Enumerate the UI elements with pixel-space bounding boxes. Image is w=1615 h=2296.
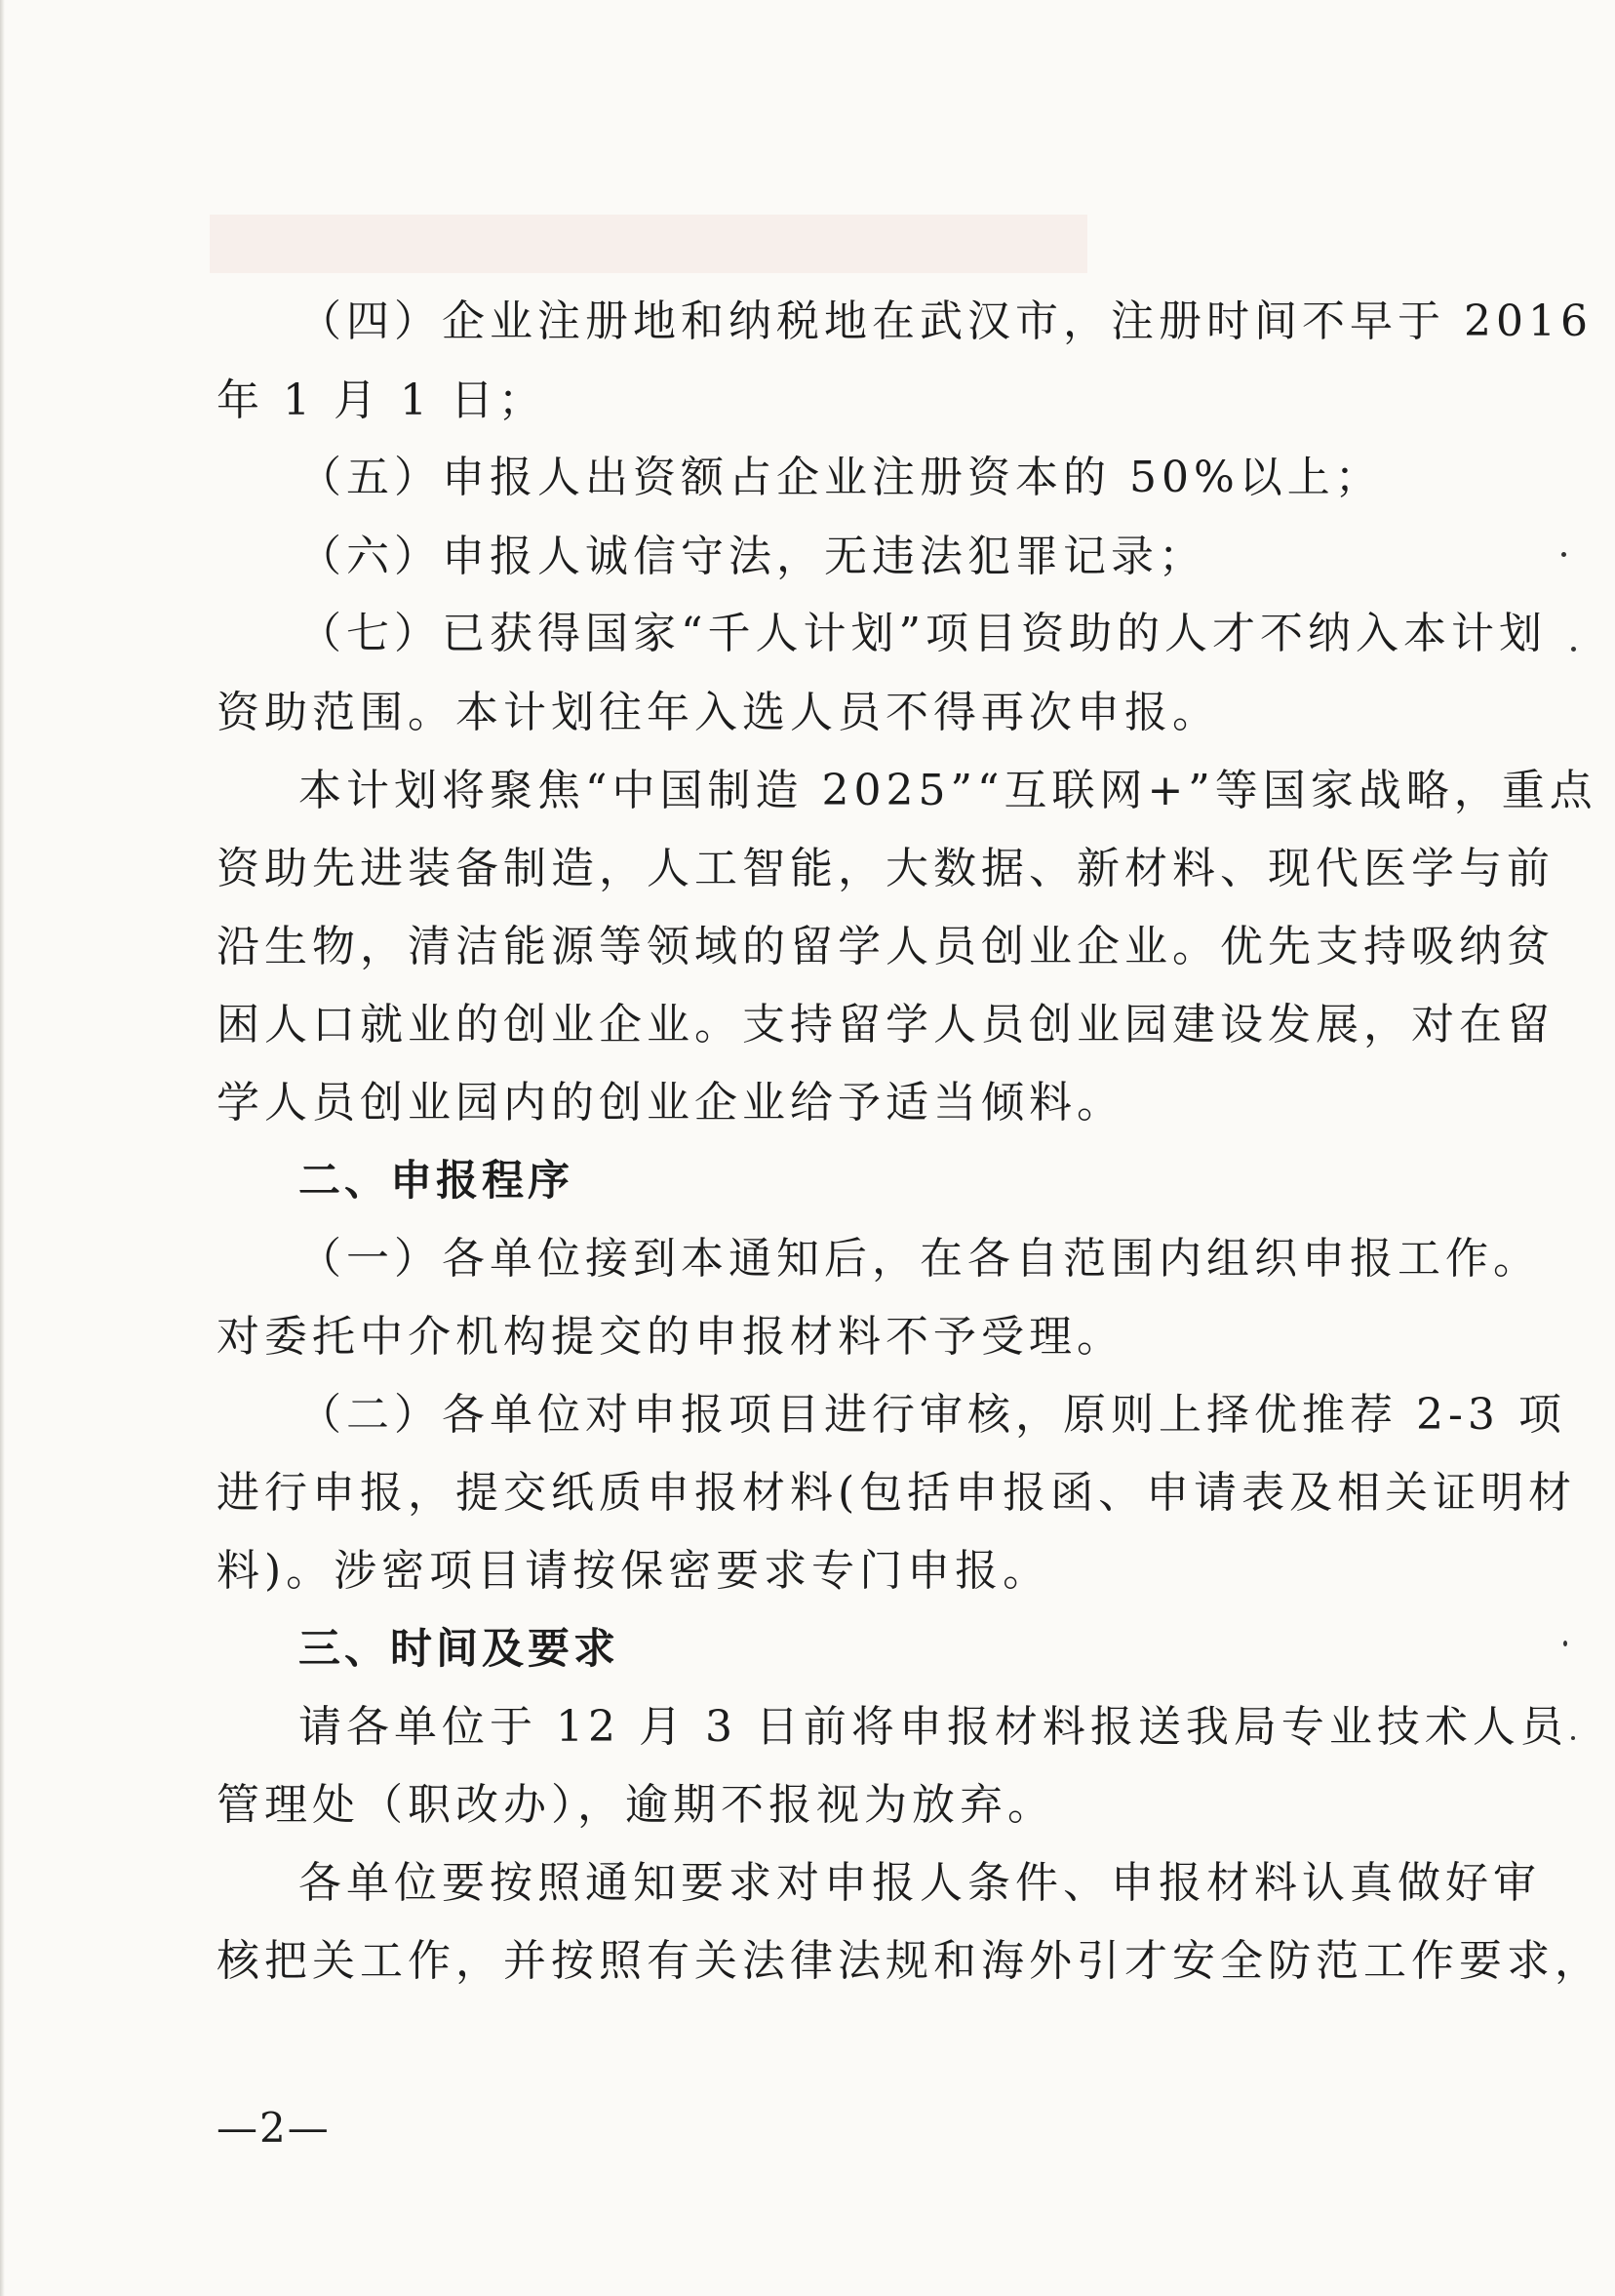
text-line: 资助范围。本计划往年入选人员不得再次申报。 (217, 688, 1220, 737)
scan-speck (1561, 552, 1566, 557)
text-line: 核把关工作，并按照有关法律法规和海外引才安全防范工作要求， (217, 1936, 1602, 1986)
text-line: （一）各单位接到本通知后，在各自范围内组织申报工作。 (298, 1234, 1541, 1284)
page-number: —2— (217, 2104, 331, 2152)
scan-speck (1563, 1641, 1567, 1646)
section-heading-procedure: 二、申报程序 (298, 1157, 573, 1206)
faint-header-bleedthrough (210, 185, 1087, 302)
text-line: 请各单位于 12 月 3 日前将申报材料报送我局专业技术人员 (298, 1702, 1568, 1752)
text-line: 资助先进装备制造，人工智能，大数据、新材料、现代医学与前 (217, 844, 1555, 893)
text-line: 学人员创业园内的创业企业给予适当倾料。 (217, 1078, 1124, 1128)
scan-speck (1571, 647, 1576, 652)
text-line: （六）申报人诚信守法，无违法犯罪记录； (298, 532, 1206, 581)
text-line: 管理处（职改办），逾期不报视为放弃。 (217, 1780, 1055, 1830)
text-line: 本计划将聚焦“中国制造 2025”“互联网+”等国家战略，重点 (298, 766, 1597, 815)
text-line: （二）各单位对申报项目进行审核，原则上择优推荐 2-3 项 (298, 1390, 1566, 1440)
text-line: 年 1 月 1 日； (217, 376, 546, 425)
text-line: 料)。涉密项目请按保密要求专门申报。 (217, 1546, 1051, 1596)
text-line: （五）申报人出资额占企业注册资本的 50%以上； (298, 453, 1383, 502)
text-line: 沿生物，清洁能源等领域的留学人员创业企业。优先支持吸纳贫 (217, 922, 1555, 971)
text-line: 对委托中介机构提交的申报材料不予受理。 (217, 1312, 1124, 1362)
text-line: （四）企业注册地和纳税地在武汉市，注册时间不早于 2016 (298, 297, 1593, 346)
scan-edge-shadow (0, 0, 5, 2296)
text-line: 困人口就业的创业企业。支持留学人员创业园建设发展，对在留 (217, 1000, 1555, 1049)
scan-speck (1571, 1736, 1575, 1740)
text-line: （七）已获得国家“千人计划”项目资助的人才不纳入本计划 (298, 609, 1547, 658)
section-heading-time-requirements: 三、时间及要求 (298, 1625, 619, 1674)
text-line: 进行申报，提交纸质申报材料(包括申报函、申请表及相关证明材 (217, 1468, 1577, 1518)
text-line: 各单位要按照通知要求对申报人条件、申报材料认真做好审 (298, 1858, 1541, 1908)
